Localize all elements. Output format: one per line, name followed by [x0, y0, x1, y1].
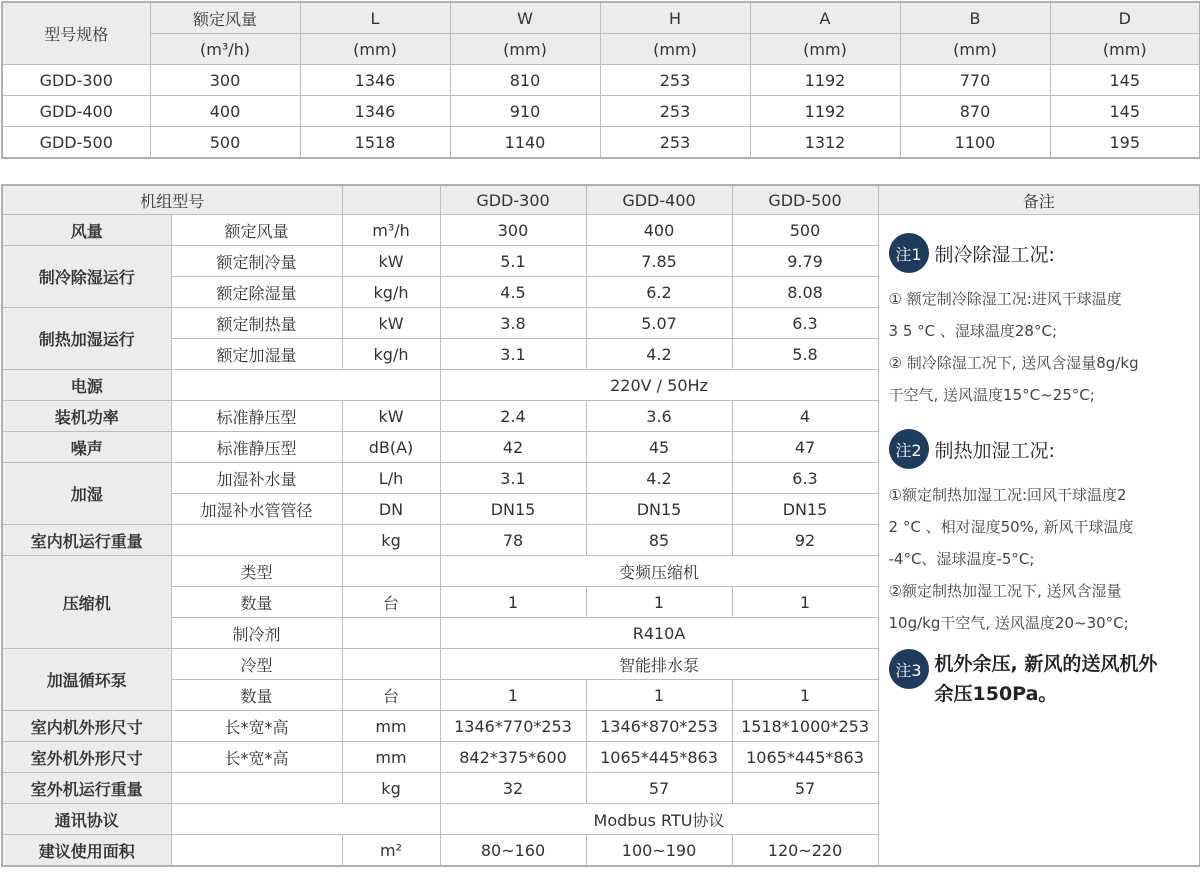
unit-cell: kW	[342, 401, 440, 432]
value-cell: 57	[586, 773, 732, 804]
table-row	[2, 96, 1200, 127]
dims-cell: 1346	[300, 96, 450, 127]
dims-cell: 1192	[750, 65, 900, 96]
value-cell: 1	[586, 587, 732, 618]
value-cell: 100~190	[586, 835, 732, 867]
table-row	[2, 215, 1200, 246]
spec-header-model: 机组型号	[2, 185, 342, 215]
dims-cell: GDD-400	[2, 96, 150, 127]
value-cell: 220V / 50Hz	[440, 370, 878, 401]
value-cell: 3.8	[440, 308, 586, 339]
value-cell: Modbus RTU协议	[440, 804, 878, 835]
spec-header-gdd500: GDD-500	[732, 185, 878, 215]
value-cell: 1346*770*253	[440, 711, 586, 742]
value-cell: 3.1	[440, 463, 586, 494]
value-cell: 2.4	[440, 401, 586, 432]
group-label: 室外机运行重量	[2, 773, 171, 804]
dims-unit-cell: (mm)	[900, 34, 1050, 65]
dims-cell: 1100	[900, 127, 1050, 159]
value-cell: 6.3	[732, 463, 878, 494]
value-cell: 80~160	[440, 835, 586, 867]
value-cell: 47	[732, 432, 878, 463]
dims-unit-cell: (mm)	[450, 34, 600, 65]
value-cell: 3.6	[586, 401, 732, 432]
dims-cell: GDD-300	[2, 65, 150, 96]
dims-cell: 253	[600, 96, 750, 127]
value-cell: 6.3	[732, 308, 878, 339]
spec-table	[1, 184, 1200, 867]
empty-cell	[171, 773, 342, 804]
spec-header-row	[2, 185, 1200, 215]
item-label: 加湿补水量	[171, 463, 342, 494]
dims-header-cell: D	[1050, 2, 1200, 34]
item-label: 额定除湿量	[171, 277, 342, 308]
dims-cell: 910	[450, 96, 600, 127]
value-cell: 842*375*600	[440, 742, 586, 773]
empty-cell	[342, 649, 440, 680]
note-3-line: 机外余压, 新风的送风机外	[934, 653, 1158, 675]
group-label: 室内机运行重量	[2, 525, 171, 556]
unit-cell: 台	[342, 587, 440, 618]
unit-cell: dB(A)	[342, 432, 440, 463]
note-line: 干空气, 送风温度15°C~25°C;	[888, 386, 1095, 404]
item-label: 标准静压型	[171, 401, 342, 432]
dims-header-cell: L	[300, 2, 450, 34]
table-row	[2, 127, 1200, 159]
value-cell: DN15	[732, 494, 878, 525]
dims-cell: 810	[450, 65, 600, 96]
unit-cell: kW	[342, 246, 440, 277]
group-label: 通讯协议	[2, 804, 171, 835]
dims-cell: 400	[150, 96, 300, 127]
dims-header-cell: B	[900, 2, 1050, 34]
empty-cell	[171, 370, 440, 401]
note-2-badge: 注2	[889, 429, 929, 469]
unit-cell: kg/h	[342, 339, 440, 370]
dims-header-cell: H	[600, 2, 750, 34]
note-3-title	[889, 649, 1190, 709]
value-cell: 1	[732, 587, 878, 618]
item-label: 类型	[171, 556, 342, 587]
value-cell: 3.1	[440, 339, 586, 370]
note-2-heading: 制热加湿工况:	[934, 439, 1055, 462]
group-label: 室内机外形尺寸	[2, 711, 171, 742]
dims-header-cell: A	[750, 2, 900, 34]
dims-cell: 253	[600, 127, 750, 159]
value-cell: 4.2	[586, 463, 732, 494]
value-cell: 85	[586, 525, 732, 556]
value-cell: 300	[440, 215, 586, 246]
group-label: 压缩机	[2, 556, 171, 649]
item-label: 额定风量	[171, 215, 342, 246]
dims-cell: 1346	[300, 65, 450, 96]
dims-cell: 500	[150, 127, 300, 159]
value-cell: 4.5	[440, 277, 586, 308]
item-label: 额定制冷量	[171, 246, 342, 277]
note-line: ① 额定制冷除湿工况:进风干球温度	[888, 290, 1122, 308]
dims-header-row	[2, 2, 1200, 34]
unit-cell: mm	[342, 711, 440, 742]
spec-header-gdd400: GDD-400	[586, 185, 732, 215]
value-cell: 变频压缩机	[440, 556, 878, 587]
unit-cell: m³/h	[342, 215, 440, 246]
value-cell: DN15	[586, 494, 732, 525]
unit-cell: m²	[342, 835, 440, 867]
unit-cell: kg	[342, 773, 440, 804]
note-1-title	[889, 233, 1190, 273]
remarks-panel	[878, 215, 1200, 867]
item-label: 长*宽*高	[171, 711, 342, 742]
empty-cell	[171, 804, 440, 835]
note-1-badge: 注1	[889, 233, 929, 273]
note-3-body	[935, 649, 1158, 709]
item-label: 数量	[171, 680, 342, 711]
dims-header-model: 型号规格	[2, 2, 150, 65]
unit-cell: kg/h	[342, 277, 440, 308]
dimensions-table	[1, 1, 1200, 159]
unit-cell: kg	[342, 525, 440, 556]
unit-cell: kW	[342, 308, 440, 339]
group-label: 电源	[2, 370, 171, 401]
group-label: 装机功率	[2, 401, 171, 432]
spec-header-gdd300: GDD-300	[440, 185, 586, 215]
value-cell: 5.07	[586, 308, 732, 339]
note-line: 2 °C 、相对湿度50%, 新风干球温度	[888, 518, 1134, 536]
item-label: 加湿补水管管径	[171, 494, 342, 525]
value-cell: R410A	[440, 618, 878, 649]
value-cell: 78	[440, 525, 586, 556]
group-label: 制热加湿运行	[2, 308, 171, 370]
note-2-title	[889, 429, 1190, 469]
group-label: 噪声	[2, 432, 171, 463]
item-label: 数量	[171, 587, 342, 618]
group-label: 加湿	[2, 463, 171, 525]
empty-cell	[342, 556, 440, 587]
spec-header-unit	[342, 185, 440, 215]
empty-cell	[171, 525, 342, 556]
value-cell: 1065*445*863	[732, 742, 878, 773]
value-cell: 1065*445*863	[586, 742, 732, 773]
value-cell: 1	[586, 680, 732, 711]
table-row	[2, 65, 1200, 96]
note-line: -4°C、湿球温度-5°C;	[888, 550, 1035, 568]
note-3-badge: 注3	[889, 649, 929, 689]
dims-unit-cell: (m³/h)	[150, 34, 300, 65]
item-label: 额定加湿量	[171, 339, 342, 370]
dims-cell: 145	[1050, 96, 1200, 127]
note-3-line: 余压150Pa。	[934, 683, 1058, 705]
dims-cell: 870	[900, 96, 1050, 127]
dims-unit-row	[2, 34, 1200, 65]
value-cell: 92	[732, 525, 878, 556]
value-cell: 6.2	[586, 277, 732, 308]
dims-cell: 1140	[450, 127, 600, 159]
dims-cell: 145	[1050, 65, 1200, 96]
dims-unit-cell: (mm)	[750, 34, 900, 65]
value-cell: 45	[586, 432, 732, 463]
value-cell: 400	[586, 215, 732, 246]
value-cell: 57	[732, 773, 878, 804]
dims-unit-cell: (mm)	[1050, 34, 1200, 65]
value-cell: 5.8	[732, 339, 878, 370]
value-cell: 500	[732, 215, 878, 246]
dims-header-cell: W	[450, 2, 600, 34]
group-label: 制冷除湿运行	[2, 246, 171, 308]
dims-cell: 1518	[300, 127, 450, 159]
value-cell: 7.85	[586, 246, 732, 277]
unit-cell: 台	[342, 680, 440, 711]
dims-cell: 253	[600, 65, 750, 96]
spec-header-remarks: 备注	[878, 185, 1200, 215]
dims-cell: GDD-500	[2, 127, 150, 159]
dims-unit-cell: (mm)	[300, 34, 450, 65]
item-label: 制冷剂	[171, 618, 342, 649]
value-cell: 8.08	[732, 277, 878, 308]
value-cell: 9.79	[732, 246, 878, 277]
group-label: 加温循环泵	[2, 649, 171, 711]
value-cell: 1	[440, 680, 586, 711]
value-cell: 1	[440, 587, 586, 618]
note-1-heading: 制冷除湿工况:	[934, 243, 1055, 266]
value-cell: 1346*870*253	[586, 711, 732, 742]
empty-cell	[171, 835, 342, 867]
note-line: ①额定制热加湿工况:回风干球温度2	[888, 486, 1127, 504]
empty-cell	[342, 618, 440, 649]
value-cell: 5.1	[440, 246, 586, 277]
item-label: 标准静压型	[171, 432, 342, 463]
dims-unit-cell: (mm)	[600, 34, 750, 65]
unit-cell: mm	[342, 742, 440, 773]
group-label: 风量	[2, 215, 171, 246]
dims-cell: 1192	[750, 96, 900, 127]
unit-cell: DN	[342, 494, 440, 525]
note-line: ②额定制热加湿工况下, 送风含湿量	[888, 582, 1122, 600]
value-cell: 4	[732, 401, 878, 432]
value-cell: 1518*1000*253	[732, 711, 878, 742]
item-label: 冷型	[171, 649, 342, 680]
note-line: 10g/kg干空气, 送风温度20~30°C;	[888, 614, 1129, 632]
value-cell: DN15	[440, 494, 586, 525]
value-cell: 4.2	[586, 339, 732, 370]
dims-cell: 1312	[750, 127, 900, 159]
value-cell: 32	[440, 773, 586, 804]
note-line: ② 制冷除湿工况下, 送风含湿量8g/kg	[888, 354, 1139, 372]
unit-cell: L/h	[342, 463, 440, 494]
dims-cell: 195	[1050, 127, 1200, 159]
dims-header-cell: 额定风量	[150, 2, 300, 34]
dims-cell: 300	[150, 65, 300, 96]
item-label: 额定制热量	[171, 308, 342, 339]
value-cell: 42	[440, 432, 586, 463]
group-label: 建议使用面积	[2, 835, 171, 867]
value-cell: 120~220	[732, 835, 878, 867]
group-label: 室外机外形尺寸	[2, 742, 171, 773]
value-cell: 智能排水泵	[440, 649, 878, 680]
value-cell: 1	[732, 680, 878, 711]
note-line: 3 5 °C 、湿球温度28°C;	[888, 322, 1057, 340]
item-label: 长*宽*高	[171, 742, 342, 773]
dims-cell: 770	[900, 65, 1050, 96]
